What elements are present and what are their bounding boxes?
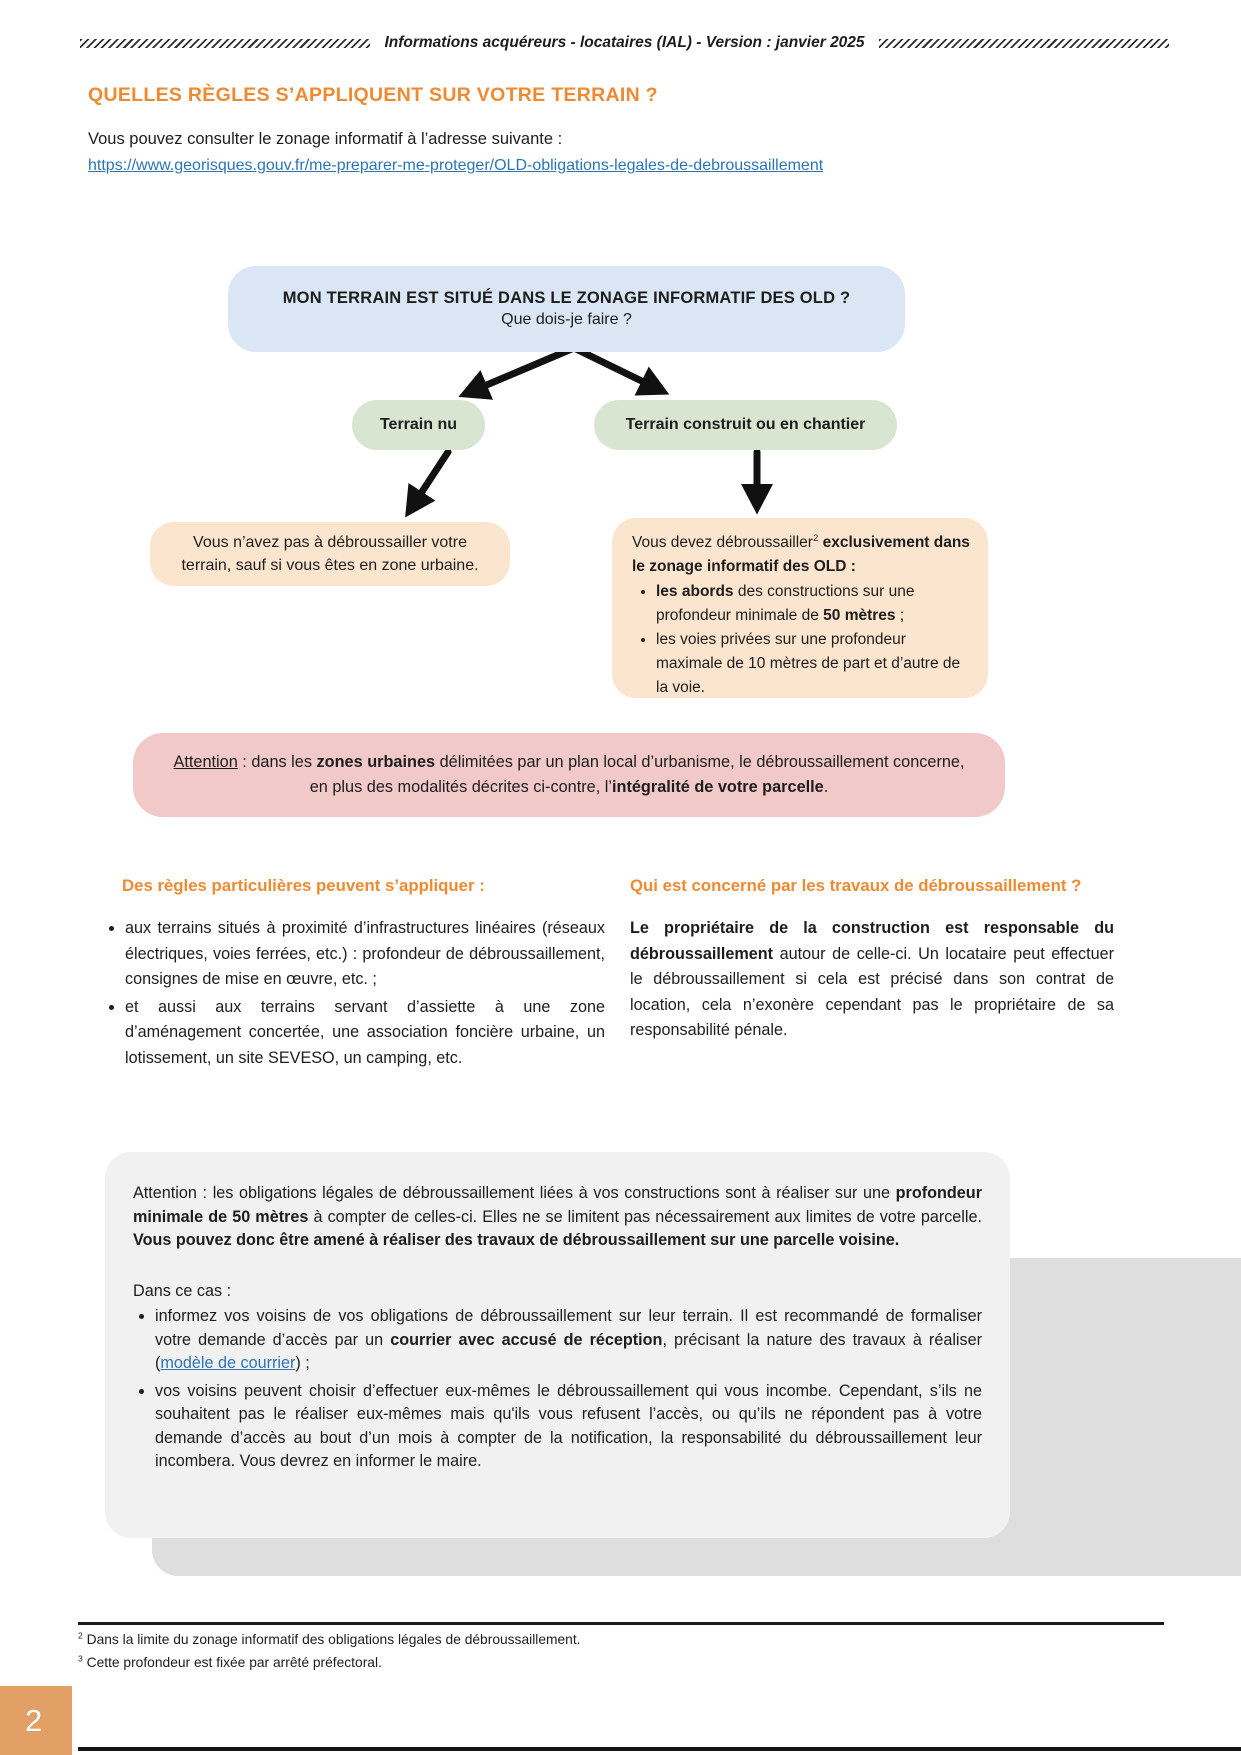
outcome-terrain-construit — [612, 518, 988, 698]
inline-link[interactable]: modèle de courrier — [160, 1354, 296, 1372]
question-line1: MON TERRAIN EST SITUÉ DANS LE ZONAGE INFORMATIF DES OLD ? — [282, 289, 851, 307]
regles-list — [100, 916, 605, 1071]
footnote-rule — [78, 1622, 1164, 1625]
list-item: • vos voisins peuvent choisir d’effectuer eux-mêmes le débroussaillement qui vous incombe. Cependant, s’ils ne souhaitent pas le réaliser eux-mêmes mais qu'ils vous refusent l’accès, ou qu’ils ne répondent pas à votre demande d’accès au bout d’un mois à compter de la notification, la responsabilité du débroussaillement leur incombera. Vous devrez en informer le maire. — [155, 1380, 982, 1474]
list-item: • et aussi aux terrains servant d’assiette à une zone d’aménagement concertée, une association foncière urbaine, un lotissement, un site SEVESO, un camping, etc. — [125, 995, 605, 1072]
footnote-2: $^2$ Dans la limite du zonage informatif des obligations légales de débroussaillement. — [78, 1630, 581, 1647]
arrow-question-to-terrain-construit-icon — [574, 348, 658, 389]
attention-obligations-list — [133, 1305, 982, 1474]
branch-terrain-nu: Terrain nu — [352, 400, 485, 450]
dans-ce-cas-label: Dans ce cas : — [133, 1281, 232, 1300]
attention-zones-urbaines-box — [133, 733, 1005, 817]
georisques-link[interactable]: https://www.georisques.gouv.fr/me-preparer-me-proteger/OLD-obligations-legales-de-debroussaillement — [88, 157, 824, 174]
arrow-terrain-nu-to-outcome-icon — [412, 452, 448, 507]
intro-text: Vous pouvez consulter le zonage informatif à l’adresse suivante : — [88, 130, 563, 148]
arrow-question-to-terrain-nu-icon — [470, 348, 574, 392]
list-item: • informez vos voisins de vos obligations de débroussaillement sur leur terrain. Il est recommandé de formaliser votre demande d’accès par un courrier avec accusé de réception, précisant la nature des travaux à réaliser (modèle de courrier) ; — [155, 1305, 982, 1376]
attention-obligations-box — [105, 1152, 1010, 1538]
attention-obligations-paragraph: Attention : les obligations légales de débroussaillement liées à vos constructions sont à réaliser sur une profondeur minimale de 50 mètres à compter de celles-ci. Elles ne se limitent pas nécessairement aux limites de votre parcelle. Vous pouvez donc être amené à réaliser des travaux de débroussaillement sur une parcelle voisine. — [133, 1184, 982, 1249]
outcome-right-list — [632, 580, 974, 700]
list-item: • aux terrains situés à proximité d’infrastructures linéaires (réseaux électriques, voies ferrées, etc.) : profondeur de débroussaillement, consignes de mise en œuvre, etc. ; — [125, 916, 605, 993]
column-regles-particulieres — [100, 916, 605, 1073]
section-header-regles-particulieres: Des règles particulières peuvent s’appliquer : — [122, 876, 485, 895]
footer-line — [78, 1747, 1241, 1751]
page-number-tab — [0, 1686, 72, 1755]
attention-zones-urbaines-text: Attention : dans les zones urbaines délimitées par un plan local d’urbanisme, le débroussaillement concerne, en plus des modalités décrites ci-contre, l’intégralité de votre parcelle. — [173, 753, 965, 796]
list-item: • les voies privées sur une profondeur maximale de 10 mètres de part et d’autre de la voie. — [656, 628, 974, 700]
flowchart-question-box — [228, 266, 905, 352]
section-header-qui-est-concerne: Qui est concerné par les travaux de débroussaillement ? — [630, 876, 1082, 895]
question-line2: Que dois-je faire ? — [501, 311, 632, 328]
list-item: • les abords des constructions sur une profondeur minimale de 50 mètres ; — [656, 580, 974, 628]
outcome-right-intro: Vous devez débroussailler$^2$ exclusivement dans le zonage informatif des OLD : — [632, 532, 970, 575]
column-qui-est-concerne: Le propriétaire de la construction est responsable du débroussaillement autour de celle-ci. Un locataire peut effectuer le débroussaillement si cela est précisé dans son contrat de location, cela n’exonère cependant pas le propriétaire de sa responsabilité pénale. — [630, 919, 1114, 1039]
header-title: Informations acquéreurs - locataires (IAL) - Version : janvier 2025 — [384, 34, 865, 51]
page-title: QUELLES RÈGLES S’APPLIQUENT SUR VOTRE TERRAIN ? — [88, 84, 658, 106]
outcome-terrain-nu: Vous n’avez pas à débroussailler votre terrain, sauf si vous êtes en zone urbaine. — [150, 522, 510, 586]
page-number: 2 — [25, 1702, 43, 1738]
branch-terrain-construit: Terrain construit ou en chantier — [594, 400, 897, 450]
footnote-3: $^3$ Cette profondeur est fixée par arrêté préfectoral. — [78, 1653, 382, 1670]
